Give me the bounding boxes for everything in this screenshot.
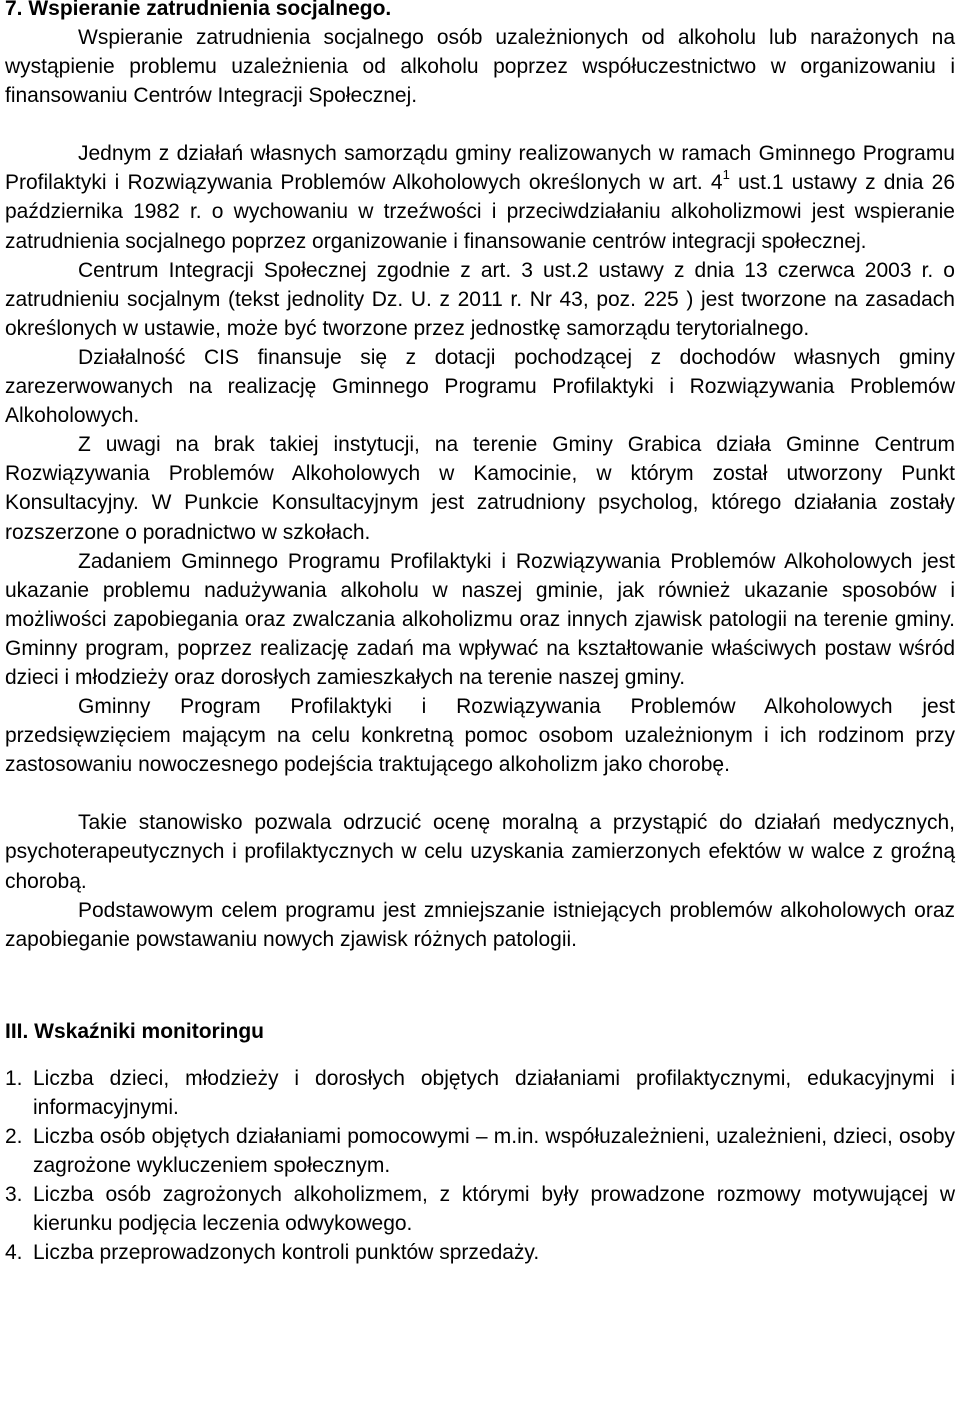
- indicator-text: Liczba osób objętych działaniami pomocowymi – m.in. współuzależnieni, uzależnieni, dzieci, osoby zagrożone wykluczeniem społecznym.: [33, 1125, 955, 1178]
- program-description-paragraph: Gminny Program Profilaktyki i Rozwiązywania Problemów Alkoholowych jest przedsięwzięciem mającym na celu konkretną pomoc osobom uzależnionym i ich rodzinom przy zastosowaniu nowoczesnego podejścia traktującego alkoholizm jako chorobę.: [5, 695, 955, 777]
- indicator-number: 1.: [5, 1066, 23, 1090]
- indicator-item: [5, 1122, 955, 1180]
- section-iii-heading: III. Wskaźniki monitoringu: [5, 1019, 265, 1043]
- cis-financing-paragraph: Działalność CIS finansuje się z dotacji pochodzącej z dochodów własnych gminy zarezerwowanych na realizację Gminnego Programu Profilaktyki i Rozwiązywania Problemów Alkoholowych.: [5, 345, 955, 428]
- section-7-intro-paragraph: Wspieranie zatrudnienia socjalnego osób uzależnionych od alkoholu lub narażonych na wystąpienie problemu uzależnienia od alkoholu poprzez współuczestnictwo w organizowaniu i finansowaniu Centrów Integracji Społecznej.: [5, 26, 955, 108]
- program-goal-paragraph: Zadaniem Gminnego Programu Profilaktyki i Rozwiązywania Problemów Alkoholowych jest ukazanie problemu nadużywania alkoholu w naszej gminie, jak również ukazanie sposobów i możliwości zapobiegania oraz zwalczania alkoholizmu oraz innych zjawisk patologii na terenie gminy. Gminny program, poprzez realizację zadań ma wpływać na kształtowanie właściwych postaw wśród dzieci i młodzieży oraz dorosłych zamieszkałych na terenie naszej gminy.: [5, 549, 955, 689]
- position-paragraph: Takie stanowisko pozwala odrzucić ocenę moralną a przystąpić do działań medycznych, psychoterapeutycznych i profilaktycznych w celu uzyskania zamierzonych efektów w walce z groźną chorobą.: [5, 811, 955, 893]
- indicator-number: 3.: [5, 1183, 23, 1207]
- indicator-item: [5, 1238, 955, 1267]
- grabica-centre-paragraph: Z uwagi na brak takiej instytucji, na terenie Gminy Grabica działa Gminne Centrum Rozwiązywania Problemów Alkoholowych w Kamocinie, w którym został utworzony Punkt Konsultacyjny. W Punkcie Konsultacyjnym jest zatrudniony psycholog, którego działania zostały rozszerzone o poradnictwo w szkołach.: [5, 433, 955, 544]
- indicator-text: Liczba osób zagrożonych alkoholizmem, z którymi były prowadzone rozmowy motywującej w kierunku podjęcia leczenia odwykowego.: [33, 1183, 955, 1236]
- indicator-number: 2.: [5, 1125, 23, 1148]
- article-superscript: 1: [722, 167, 730, 183]
- legal-basis-text-end: ust.1 ustawy z dnia 26 października 1982 r. o wychowaniu w trzeźwości i przeciwdziałaniu alkoholizmowi jest wspieranie zatrudnienia socjalnego poprzez organizowanie i finansowanie centrów integracji społecznej.: [5, 171, 955, 253]
- legal-basis-paragraph: [5, 139, 955, 255]
- indicator-item: [5, 1180, 955, 1238]
- indicator-text: Liczba przeprowadzonych kontroli punktów sprzedaży.: [33, 1241, 540, 1265]
- indicator-number: 4.: [5, 1241, 23, 1265]
- main-objective-paragraph: Podstawowym celem programu jest zmniejszanie istniejących problemów alkoholowych oraz zapobieganie powstawaniu nowych zjawisk różnych patologii.: [5, 898, 955, 951]
- indicator-text: Liczba dzieci, młodzieży i dorosłych objętych działaniami profilaktycznymi, edukacyjnymi i informacyjnymi.: [33, 1066, 955, 1119]
- legal-basis-text-start: Jednym z działań własnych samorządu gminy realizowanych w ramach Gminnego Programu Profilaktyki i Rozwiązywania Problemów Alkoholowych określonych w art. 4: [5, 142, 955, 195]
- cis-definition-paragraph: Centrum Integracji Społecznej zgodnie z art. 3 ust.2 ustawy z dnia 13 czerwca 2003 r. o zatrudnieniu socjalnym (tekst jednolity Dz. U. z 2011 r. Nr 43, poz. 225 ) jest tworzone na zasadach określonych w ustawie, może być tworzone przez jednostkę samorządu terytorialnego.: [5, 258, 955, 340]
- document-page: [5, 0, 955, 1267]
- section-7-heading: 7. Wspieranie zatrudnienia socjalnego.: [5, 0, 392, 20]
- indicator-item: [5, 1064, 955, 1122]
- indicators-list: [5, 1064, 955, 1268]
